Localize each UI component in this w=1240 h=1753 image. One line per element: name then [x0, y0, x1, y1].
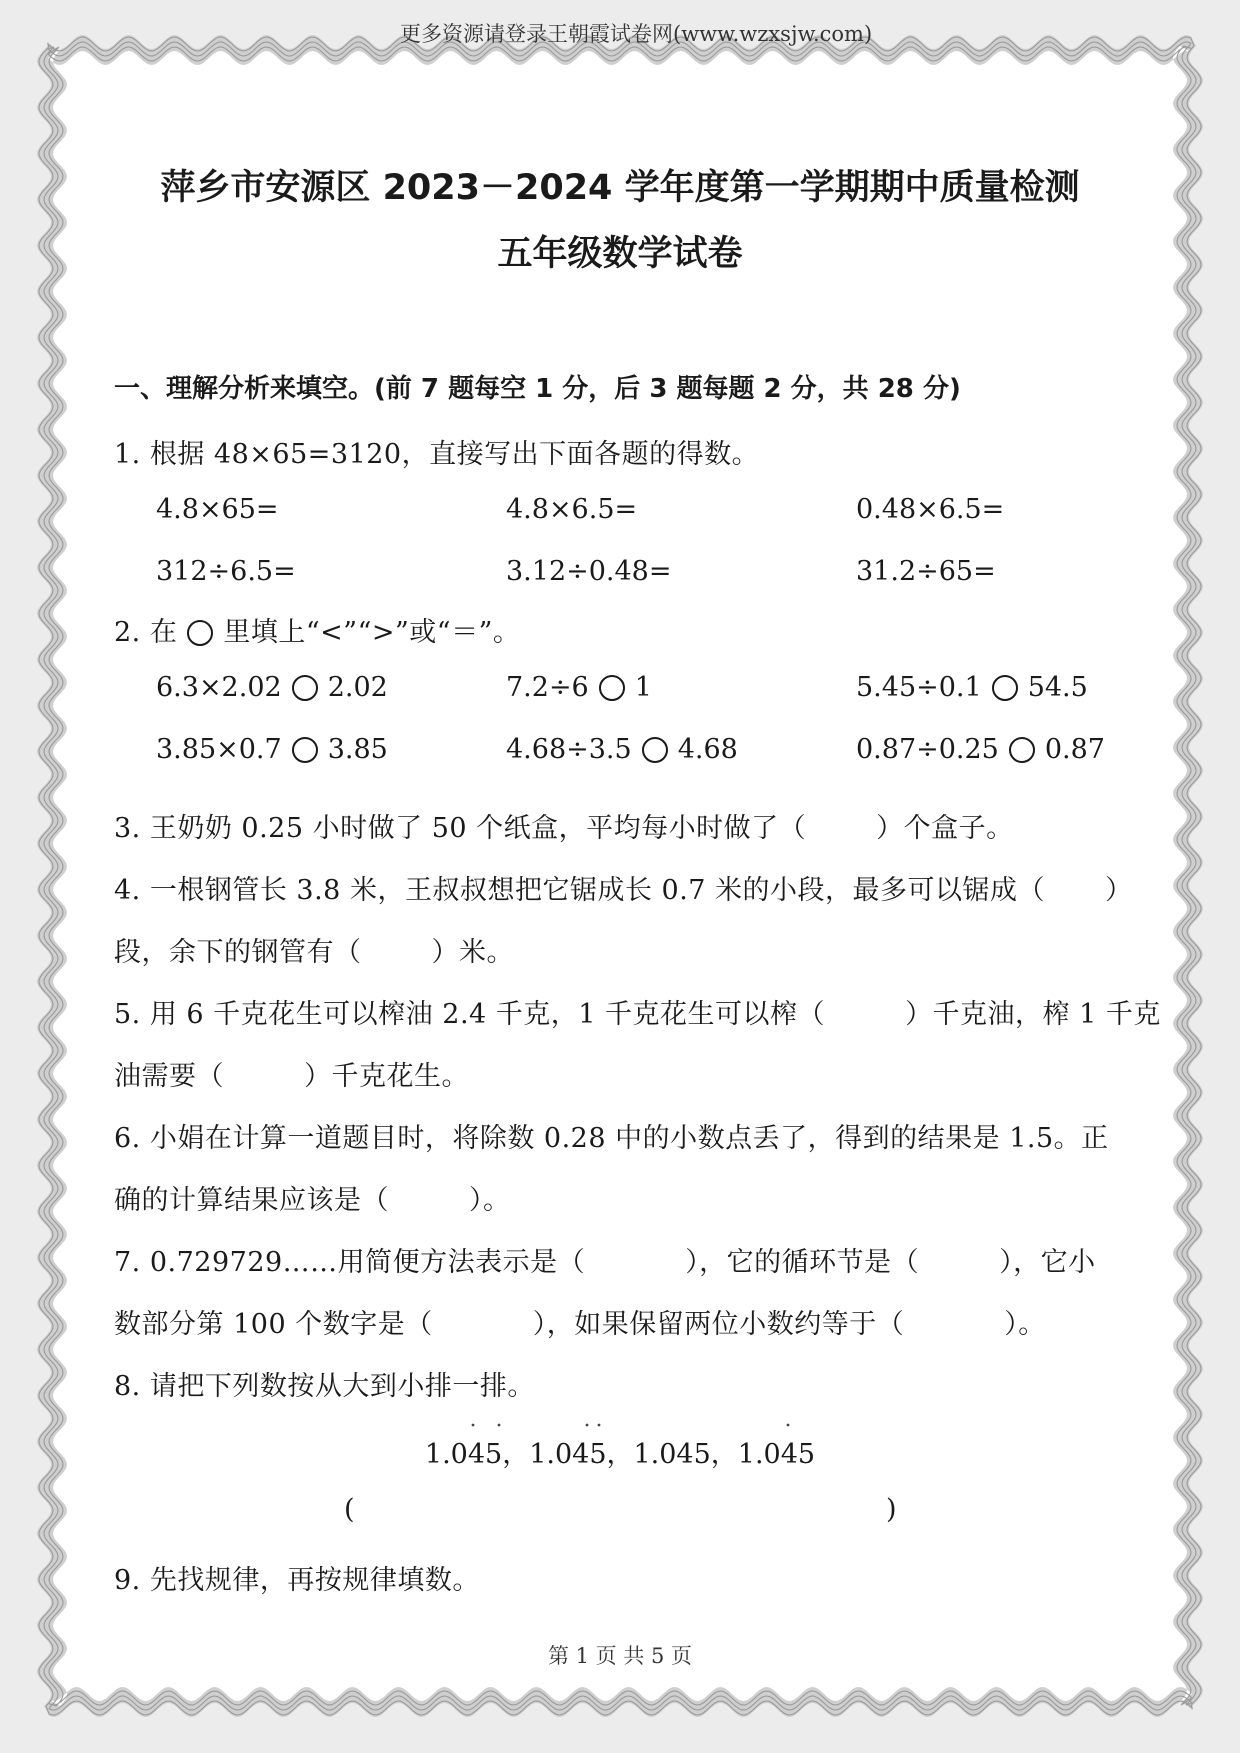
- q2-left: 6.3×2.02: [156, 672, 282, 703]
- q1-expression: 312÷6.5=: [156, 556, 296, 587]
- q5-text: ）千克花生。: [304, 1061, 469, 1092]
- question-8-stem: 8. 请把下列数按从大到小排一排。: [114, 1371, 535, 1402]
- repeat-dot: [472, 1424, 475, 1427]
- q1-expression: 4.8×65=: [156, 494, 279, 525]
- exam-title-line2: 五年级数学试卷: [497, 234, 743, 274]
- q8-answer-close-paren: ): [886, 1494, 897, 1525]
- q7-text: 数部分第 100 个数字是（: [114, 1309, 433, 1340]
- question-3: [114, 806, 1014, 845]
- question-5-line2: [114, 1054, 469, 1093]
- q3-text: 3. 王奶奶 0.25 小时做了 50 个纸盒，平均每小时做了（: [114, 813, 807, 844]
- repeat-dot: [586, 1424, 589, 1427]
- q4-text: ）米。: [431, 937, 514, 968]
- q2-stem-end: 里填上“<”“>”或“＝”。: [223, 617, 521, 648]
- q5-text: 5. 用 6 千克花生可以榨油 2.4 千克，1 千克花生可以榨（: [114, 999, 826, 1030]
- q1-expression: 3.12÷0.48=: [506, 556, 672, 587]
- answer-circle[interactable]: [292, 737, 318, 763]
- q6-text: ）。: [469, 1185, 511, 1216]
- q4-text: 4. 一根钢管长 3.8 米，王叔叔想把它锯成长 0.7 米的小段，最多可以锯成（: [114, 875, 1046, 906]
- q5-text: 油需要（: [114, 1061, 224, 1092]
- question-6-line1: 6. 小娟在计算一道题目时，将除数 0.28 中的小数点丢了，得到的结果是 1.5。正: [114, 1123, 1109, 1154]
- q2-right: 2.02: [327, 672, 388, 703]
- q7-text: ），如果保留两位小数约等于（: [532, 1309, 905, 1340]
- repeat-dot: [598, 1424, 601, 1427]
- answer-circle[interactable]: [292, 675, 318, 701]
- repeat-dot: [787, 1424, 790, 1427]
- q1-expression: 0.48×6.5=: [856, 494, 1005, 525]
- repeat-dot: [498, 1424, 501, 1427]
- q2-left: 4.68÷3.5: [506, 734, 632, 765]
- q4-text: ）: [1105, 875, 1133, 906]
- q8-number-list: 1.045，1.045，1.045，1.045: [424, 1439, 816, 1470]
- circle-blank-icon: [187, 620, 213, 646]
- q3-text: ）个盒子。: [876, 813, 1014, 844]
- question-9-stem: 9. 先找规律，再按规律填数。: [114, 1565, 480, 1596]
- question-1-stem: 1. 根据 48×65=3120，直接写出下面各题的得数。: [114, 439, 760, 470]
- q8-answer-blank[interactable]: [380, 1490, 880, 1530]
- question-4-line1: [114, 868, 1133, 907]
- q2-comparison: [156, 734, 388, 765]
- answer-circle[interactable]: [992, 675, 1018, 701]
- question-6-line2: [114, 1178, 511, 1217]
- q2-right: 3.85: [327, 734, 388, 765]
- q2-comparison: [156, 672, 388, 703]
- answer-circle[interactable]: [1009, 737, 1035, 763]
- q2-right: 4.68: [677, 734, 738, 765]
- q7-text: ），它小: [999, 1247, 1096, 1278]
- q7-text: 7. 0.729729……用简便方法表示是（: [114, 1247, 586, 1278]
- q2-comparison: [506, 734, 738, 765]
- question-5-line1: [114, 992, 1161, 1031]
- q2-right: 0.87: [1044, 734, 1105, 765]
- q1-expression: 4.8×6.5=: [506, 494, 638, 525]
- question-7-line1: [114, 1240, 1096, 1279]
- q2-left: 0.87÷0.25: [856, 734, 999, 765]
- q2-comparison: [856, 672, 1088, 703]
- answer-circle[interactable]: [642, 737, 668, 763]
- q2-left: 7.2÷6: [506, 672, 589, 703]
- q7-text: ）。: [1004, 1309, 1046, 1340]
- q2-left: 3.85×0.7: [156, 734, 282, 765]
- exam-title-line1: 萍乡市安源区 2023－2024 学年度第一学期期中质量检测: [160, 168, 1080, 208]
- q7-text: ），它的循环节是（: [685, 1247, 920, 1278]
- answer-circle[interactable]: [599, 675, 625, 701]
- q2-comparison: [856, 734, 1105, 765]
- q2-comparison: [506, 672, 652, 703]
- q6-text: 确的计算结果应该是（: [114, 1185, 389, 1216]
- resource-header-line: 更多资源请登录王朝霞试卷网(www.wzxsjw.com): [400, 22, 873, 46]
- question-4-line2: [114, 930, 514, 969]
- q1-expression: 31.2÷65=: [856, 556, 996, 587]
- q5-text: ）千克油，榨 1 千克: [905, 999, 1161, 1030]
- section-1-heading: 一、理解分析来填空。(前 7 题每空 1 分，后 3 题每题 2 分，共 28 分): [114, 374, 961, 404]
- repeating-decimal-dots: [430, 1419, 810, 1431]
- q4-text: 段，余下的钢管有（: [114, 937, 362, 968]
- question-7-line2: [114, 1302, 1046, 1341]
- q8-answer-open-paren: (: [344, 1494, 355, 1525]
- page-footer: 第 1 页 共 5 页: [547, 1644, 693, 1668]
- q2-right: 54.5: [1027, 672, 1088, 703]
- question-2-stem: [114, 610, 520, 649]
- q2-stem-start: 2. 在: [114, 617, 178, 648]
- q2-left: 5.45÷0.1: [856, 672, 982, 703]
- q2-right: 1: [634, 672, 652, 703]
